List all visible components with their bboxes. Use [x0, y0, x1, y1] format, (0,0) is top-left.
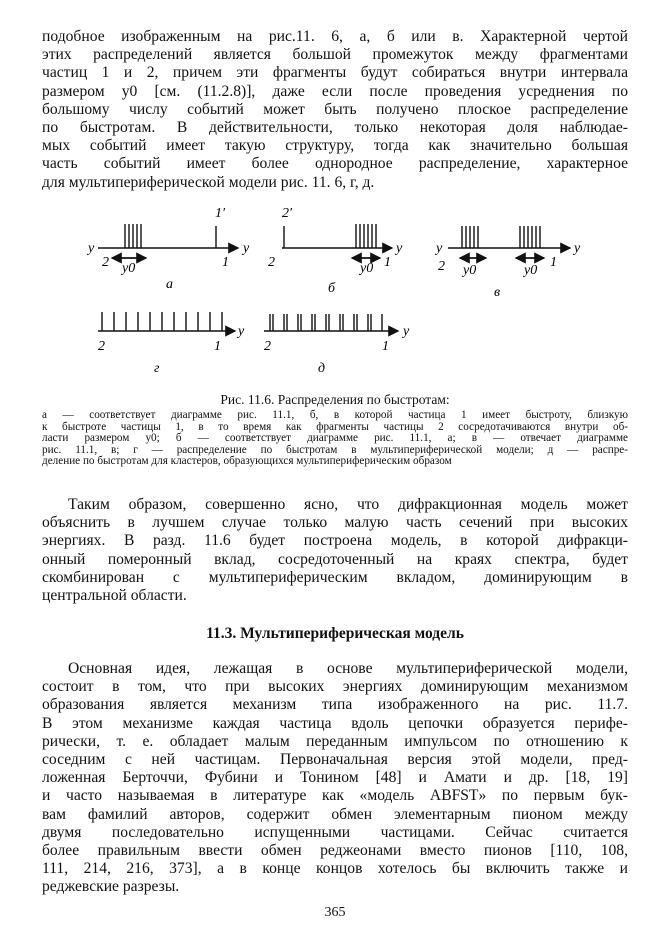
- label-1: 1: [384, 255, 391, 270]
- label-y: y: [396, 241, 403, 256]
- text-line: большому числу событий может быть получено плоское распределение: [42, 100, 628, 118]
- label-2: 2: [268, 255, 275, 270]
- label-y: y: [574, 241, 581, 256]
- text-line: по быстротам. В действительности, только некоторая доля наблюдае-: [42, 119, 628, 137]
- label-v: в: [494, 285, 501, 300]
- label-1-prime: 1′: [215, 206, 226, 221]
- label-g: г: [154, 361, 160, 376]
- text-line: ложенная Берточчи, Фубини и Тонином [48] и Амати и др. [18, 19]: [42, 769, 628, 787]
- text-line: центральной области.: [42, 587, 187, 605]
- label-d: д: [318, 361, 326, 376]
- diagram-a: [98, 224, 238, 258]
- label-1: 1: [382, 339, 389, 354]
- text-line: энергиях. В разд. 11.6 будет построена модель, в которой дифракци-: [42, 532, 628, 550]
- text-line: Основная идея, лежащая в основе мультипериферической модели,: [68, 660, 628, 677]
- text-line: реджевские разрезы.: [42, 878, 180, 896]
- text-line: В этом механизме каждая частица вдоль цепочки образуется перифе-: [42, 714, 628, 732]
- caption-line: а — соответствует диаграмме рис. 11.1, б, в которой частица 1 имеет быстроту, близкую: [42, 409, 628, 421]
- text-line: частиц 1 и 2, причем эти фрагменты будут собираться внутри интервала: [42, 64, 628, 82]
- top-paragraph: [42, 28, 628, 192]
- text-line: рически, т. е. обладает малым переданным импульсом по отношению к: [42, 732, 628, 750]
- text-line: более правильным ввести обмен реджеонами вместо пионов [110, 108,: [42, 842, 628, 860]
- label-y0: y0: [524, 263, 538, 278]
- label-a: а: [166, 277, 173, 292]
- label-1: 1: [214, 339, 221, 354]
- figure-caption-title: Рис. 11.6. Распределения по быстротам:: [220, 392, 450, 407]
- text-line: соседним с ней частицам. Первоначальная версия этой модели, пред-: [42, 751, 628, 769]
- label-y0: y0: [122, 261, 136, 276]
- text-line: образования является механизм типа изображенного на рис. 11.7.: [42, 696, 628, 714]
- text-line: вам фамилий авторов, содержит обмен элементарным пионом между: [42, 805, 628, 823]
- label-1: 1: [550, 255, 557, 270]
- caption-line: к быстроте частицы 1, в то время как фрагменты частицы 2 сосредотачиваются внутри об-: [42, 420, 628, 433]
- label-2: 2: [438, 259, 445, 274]
- text-line: подобное изображенным на рис.11. 6, а, б или в. Характерной чертой: [42, 28, 628, 45]
- label-y: y: [436, 241, 443, 256]
- text-line: для мультипериферической модели рис. 11. 6, г, д.: [42, 173, 375, 191]
- text-line: мых событий имеет такую структуру, тогда как значительно большая: [42, 137, 628, 155]
- text-line: Таким образом, совершенно ясно, что дифракционная модель может: [68, 496, 628, 513]
- section-title: 11.3. Мультипериферическая модель: [206, 625, 464, 642]
- middle-paragraph: [42, 496, 628, 605]
- label-2: 2: [98, 339, 105, 354]
- label-y0: y0: [360, 261, 374, 276]
- text-line: объяснить в лучшем случае только малую часть сечений при высоких: [42, 514, 628, 532]
- text-line: двумя последовательно испущенными частицами. Сейчас считается: [42, 823, 628, 841]
- caption-line: рис. 11.1, в; г — распределение по быстротам в мультипериферической модели; д — распре-: [42, 443, 628, 456]
- page-number: 365: [324, 905, 346, 920]
- label-y: y: [243, 241, 250, 256]
- label-1: 1: [222, 255, 229, 270]
- text-line: скомбинирован с мультипериферическим вкладом, доминирующим в: [42, 568, 628, 586]
- bottom-paragraph: [42, 660, 628, 897]
- label-2-prime: 2′: [282, 206, 293, 221]
- figure-caption: [42, 410, 628, 468]
- text-line: состоит в том, что при высоких энергиях доминирующим механизмом: [42, 678, 628, 696]
- label-b: б: [328, 281, 336, 296]
- text-line: этих распределений является большой промежуток между фрагментами: [42, 46, 628, 64]
- label-2: 2: [102, 255, 109, 270]
- diagram-d: [264, 314, 398, 331]
- label-y0: y0: [463, 263, 477, 278]
- rapidity-distribution-figure: [70, 200, 610, 380]
- label-2: 2: [264, 339, 271, 354]
- diagram-g: [98, 312, 235, 331]
- text-line: онный померонный вклад, сосредоточенный на краях спектра, будет: [42, 550, 628, 568]
- text-line: и часто называемая в литературе как «модель ABFST» по первым бук-: [42, 787, 628, 805]
- text-line: размером y0 [см. (11.2.8)], даже если после проведения усреднения по: [42, 82, 628, 100]
- label-y: y: [88, 241, 95, 256]
- label-y: y: [238, 324, 245, 339]
- diagram-v: [448, 226, 570, 258]
- text-line: часть событий имеет более однородное распределение, характерное: [42, 155, 628, 173]
- label-y: y: [403, 324, 410, 339]
- caption-line: деление по быстротам для кластеров, образующихся мультипериферическим образом: [42, 455, 452, 468]
- caption-line: ласти размером y0; б — соответствует диаграмме рис. 11.1, а; в — отвечает диаграмме: [42, 432, 628, 445]
- diagram-b: [282, 224, 392, 258]
- text-line: 111, 214, 216, 373], а в конце концов хотелось бы включить также и: [42, 860, 628, 878]
